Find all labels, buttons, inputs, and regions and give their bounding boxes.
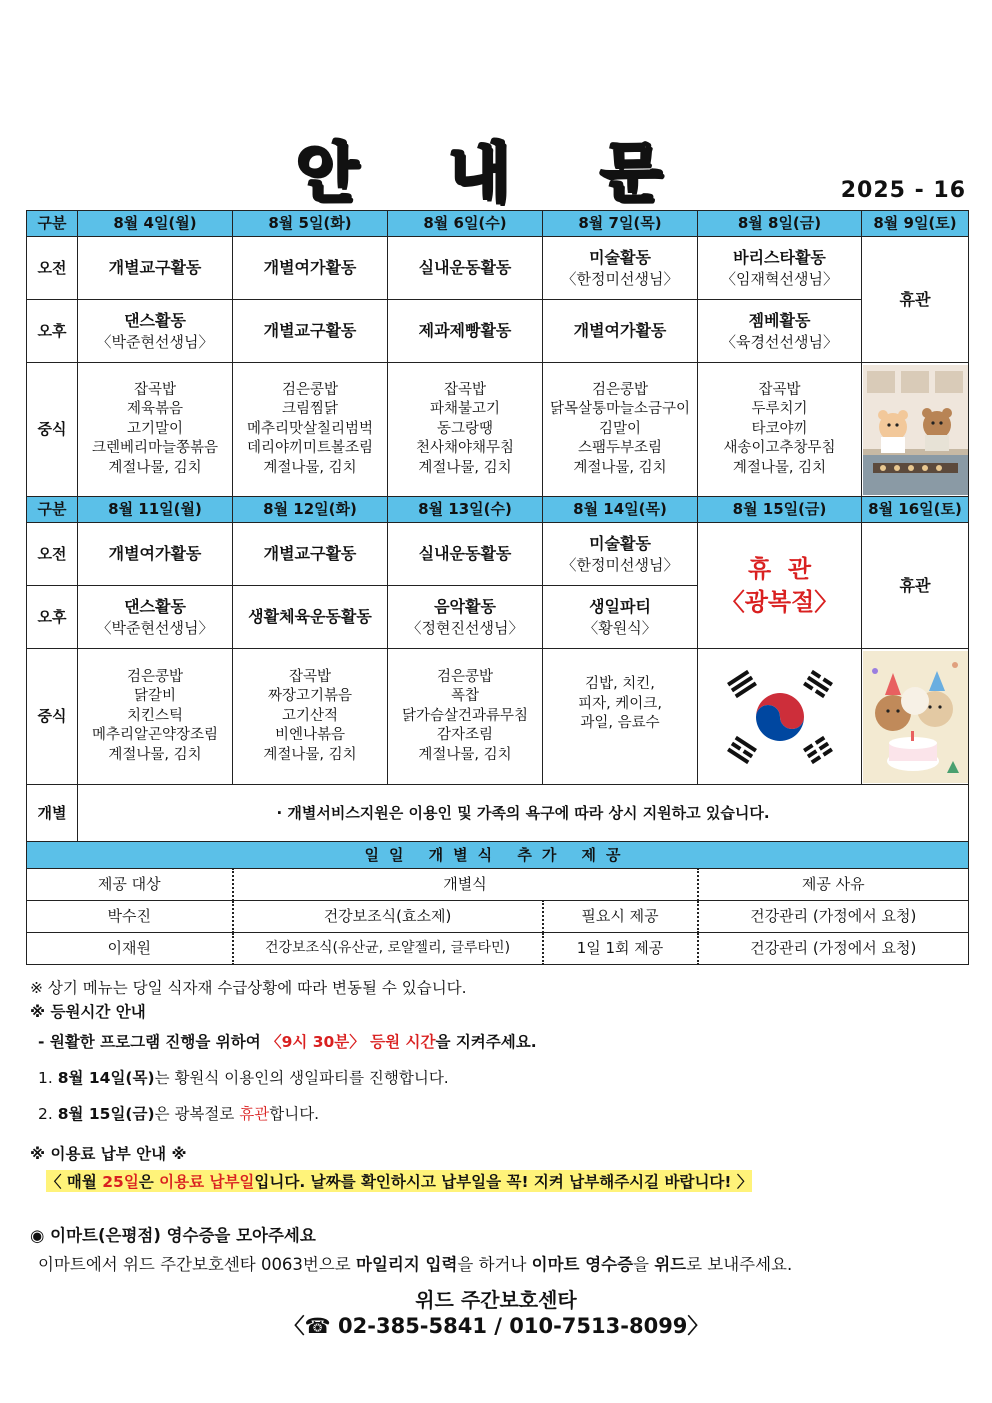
header-cell: 8월 4일(월) [78,211,233,237]
row-label: 오전 [27,523,78,586]
meal-item: 건강보조식(효소제) [233,901,543,933]
row-label: 개별 [27,785,78,842]
col-meal: 개별식 [233,869,698,901]
header-cell: 8월 13일(수) [388,497,543,523]
lunch-menu-cell: 검은콩밥 폭찹 닭가슴살건과류무침 감자조림 계절나물, 김치 [388,649,543,785]
header-cell: 8월 7일(목) [543,211,698,237]
liberation-day-holiday: 휴 관 〈광복절〉 [698,523,862,649]
row-label: 중식 [27,363,78,497]
notice-item-2: 2. 8월 15일(금)은 광복절로 휴관합니다. [38,1105,320,1123]
activity-cell: 실내운동활동 [388,237,543,300]
week2-lunch-row [27,649,969,785]
extra-meal-row [27,933,969,965]
saturday-closed: 휴관 [862,523,969,649]
menu-change-note: ※ 상기 메뉴는 당일 식자재 수급상황에 따라 변동될 수 있습니다. [30,979,467,997]
row-label: 오후 [27,300,78,363]
header-cell: 8월 14일(목) [543,497,698,523]
activity-cell: 생활체육운동활동 [233,586,388,649]
bakery-bears-illustration [862,363,969,497]
header-cell: 구분 [27,211,78,237]
activity-cell: 댄스활동 〈박준현선생님〉 [78,300,233,363]
extra-meal-header-row [27,869,969,901]
arrival-note: - 원활한 프로그램 진행을 위하여 〈9시 30분〉 등원 시간을 지켜주세요. [38,1033,537,1051]
meal-reason: 건강관리 (가정에서 요청) [698,933,969,965]
saturday-closed: 휴관 [862,237,969,363]
header-cell: 8월 15일(금) [698,497,862,523]
week1-am-row [27,237,969,300]
lunch-menu-cell: 검은콩밥 닭갈비 치킨스틱 메추리알곤약장조림 계절나물, 김치 [78,649,233,785]
activity-cell: 젬베활동 〈육경선선생님〉 [698,300,862,363]
weekly-schedule-table [26,210,969,965]
week1-pm-row [27,300,969,363]
arrival-title: ※ 등원시간 안내 [30,1003,146,1021]
extra-meal-title-row [27,842,969,869]
activity-cell: 제과제빵활동 [388,300,543,363]
activity-cell: 미술활동 〈한정미선생님〉 [543,523,698,586]
activity-cell: 개별교구활동 [78,237,233,300]
emart-note: 이마트에서 위드 주간보호센타 0063번으로 마일리지 입력을 하거나 이마트 영수증을 위드로 보내주세요. [38,1255,793,1274]
individual-service-row [27,785,969,842]
bakery-bears-icon [863,365,968,495]
korean-flag-illustration [698,649,862,785]
lunch-menu-cell: 잡곡밥 두루치기 타코야끼 새송이고추창무침 계절나물, 김치 [698,363,862,497]
activity-cell: 개별여가활동 [233,237,388,300]
row-label: 오후 [27,586,78,649]
activity-cell: 댄스활동 〈박준현선생님〉 [78,586,233,649]
birthday-party-illustration [862,649,969,785]
issue-number: 2025 - 16 [840,178,966,203]
header-cell: 8월 9일(토) [862,211,969,237]
activity-cell: 개별여가활동 [78,523,233,586]
week2-am-row [27,523,969,586]
activity-cell: 개별교구활동 [233,523,388,586]
lunch-menu-cell: 검은콩밥 닭목살통마늘소금구이 김말이 스팸두부조림 계절나물, 김치 [543,363,698,497]
meal-item: 건강보조식(유산균, 로얄젤리, 글루타민) [233,933,543,965]
activity-cell: 미술활동 〈한정미선생님〉 [543,237,698,300]
extra-meal-row [27,901,969,933]
lunch-menu-cell: 잡곡밥 짜장고기볶음 고기산적 비엔나볶음 계절나물, 김치 [233,649,388,785]
korean-flag-icon [720,662,840,772]
meal-frequency: 1일 1회 제공 [543,933,698,965]
activity-cell: 개별교구활동 [233,300,388,363]
activity-cell: 바리스타활동 〈임재혁선생님〉 [698,237,862,300]
center-name: 위드 주간보호센타 [415,1288,577,1312]
recipient-name: 이재원 [27,933,233,965]
header-cell: 8월 12일(화) [233,497,388,523]
lunch-menu-cell: 검은콩밥 크림찜닭 메추리맛살칠리범벅 데리야끼미트볼조림 계절나물, 김치 [233,363,388,497]
emart-title: ◉ 이마트(은평점) 영수증을 모아주세요 [30,1226,316,1245]
week2-header-row [27,497,969,523]
activity-cell: 음악활동 〈정현진선생님〉 [388,586,543,649]
recipient-name: 박수진 [27,901,233,933]
header-cell: 구분 [27,497,78,523]
row-label: 중식 [27,649,78,785]
header-cell: 8월 6일(수) [388,211,543,237]
header-cell: 8월 8일(금) [698,211,862,237]
lunch-menu-cell: 잡곡밥 제육볶음 고기말이 크렌베리마늘쫑볶음 계절나물, 김치 [78,363,233,497]
meal-frequency: 필요시 제공 [543,901,698,933]
header-cell: 8월 11일(월) [78,497,233,523]
week1-header-row [27,211,969,237]
notice-item-1: 1. 8월 14일(목)는 황원식 이용인의 생일파티를 진행합니다. [38,1069,449,1087]
header-cell: 8월 16일(토) [862,497,969,523]
fee-title: ※ 이용료 납부 안내 ※ [30,1145,187,1163]
individual-service-note: · 개별서비스지원은 이용인 및 가족의 욕구에 따라 상시 지원하고 있습니다. [78,785,969,842]
activity-cell: 개별여가활동 [543,300,698,363]
activity-cell: 생일파티 〈황원식〉 [543,586,698,649]
fee-notice: 〈 매월 25일은 이용료 납부일입니다. 날짜를 확인하시고 납부일을 꼭! 지켜 납부해주시길 바랍니다! 〉 [46,1170,752,1192]
week1-lunch-row [27,363,969,497]
meal-reason: 건강관리 (가정에서 요청) [698,901,969,933]
activity-cell: 실내운동활동 [388,523,543,586]
header-cell: 8월 5일(화) [233,211,388,237]
birthday-cake-icon [863,651,968,783]
lunch-menu-cell: 김밥, 치킨, 피자, 케이크, 과일, 음료수 [543,649,698,785]
col-reason: 제공 사유 [698,869,969,901]
center-phone: 〈☎ 02-385-5841 / 010-7513-8099〉 [283,1314,709,1338]
row-label: 오전 [27,237,78,300]
page-title: 안 내 문 [295,137,697,211]
col-target: 제공 대상 [27,869,233,901]
lunch-menu-cell: 잡곡밥 파채불고기 동그랑땡 천사채야채무침 계절나물, 김치 [388,363,543,497]
extra-meal-title: 일일 개별식 추가 제공 [27,842,969,869]
